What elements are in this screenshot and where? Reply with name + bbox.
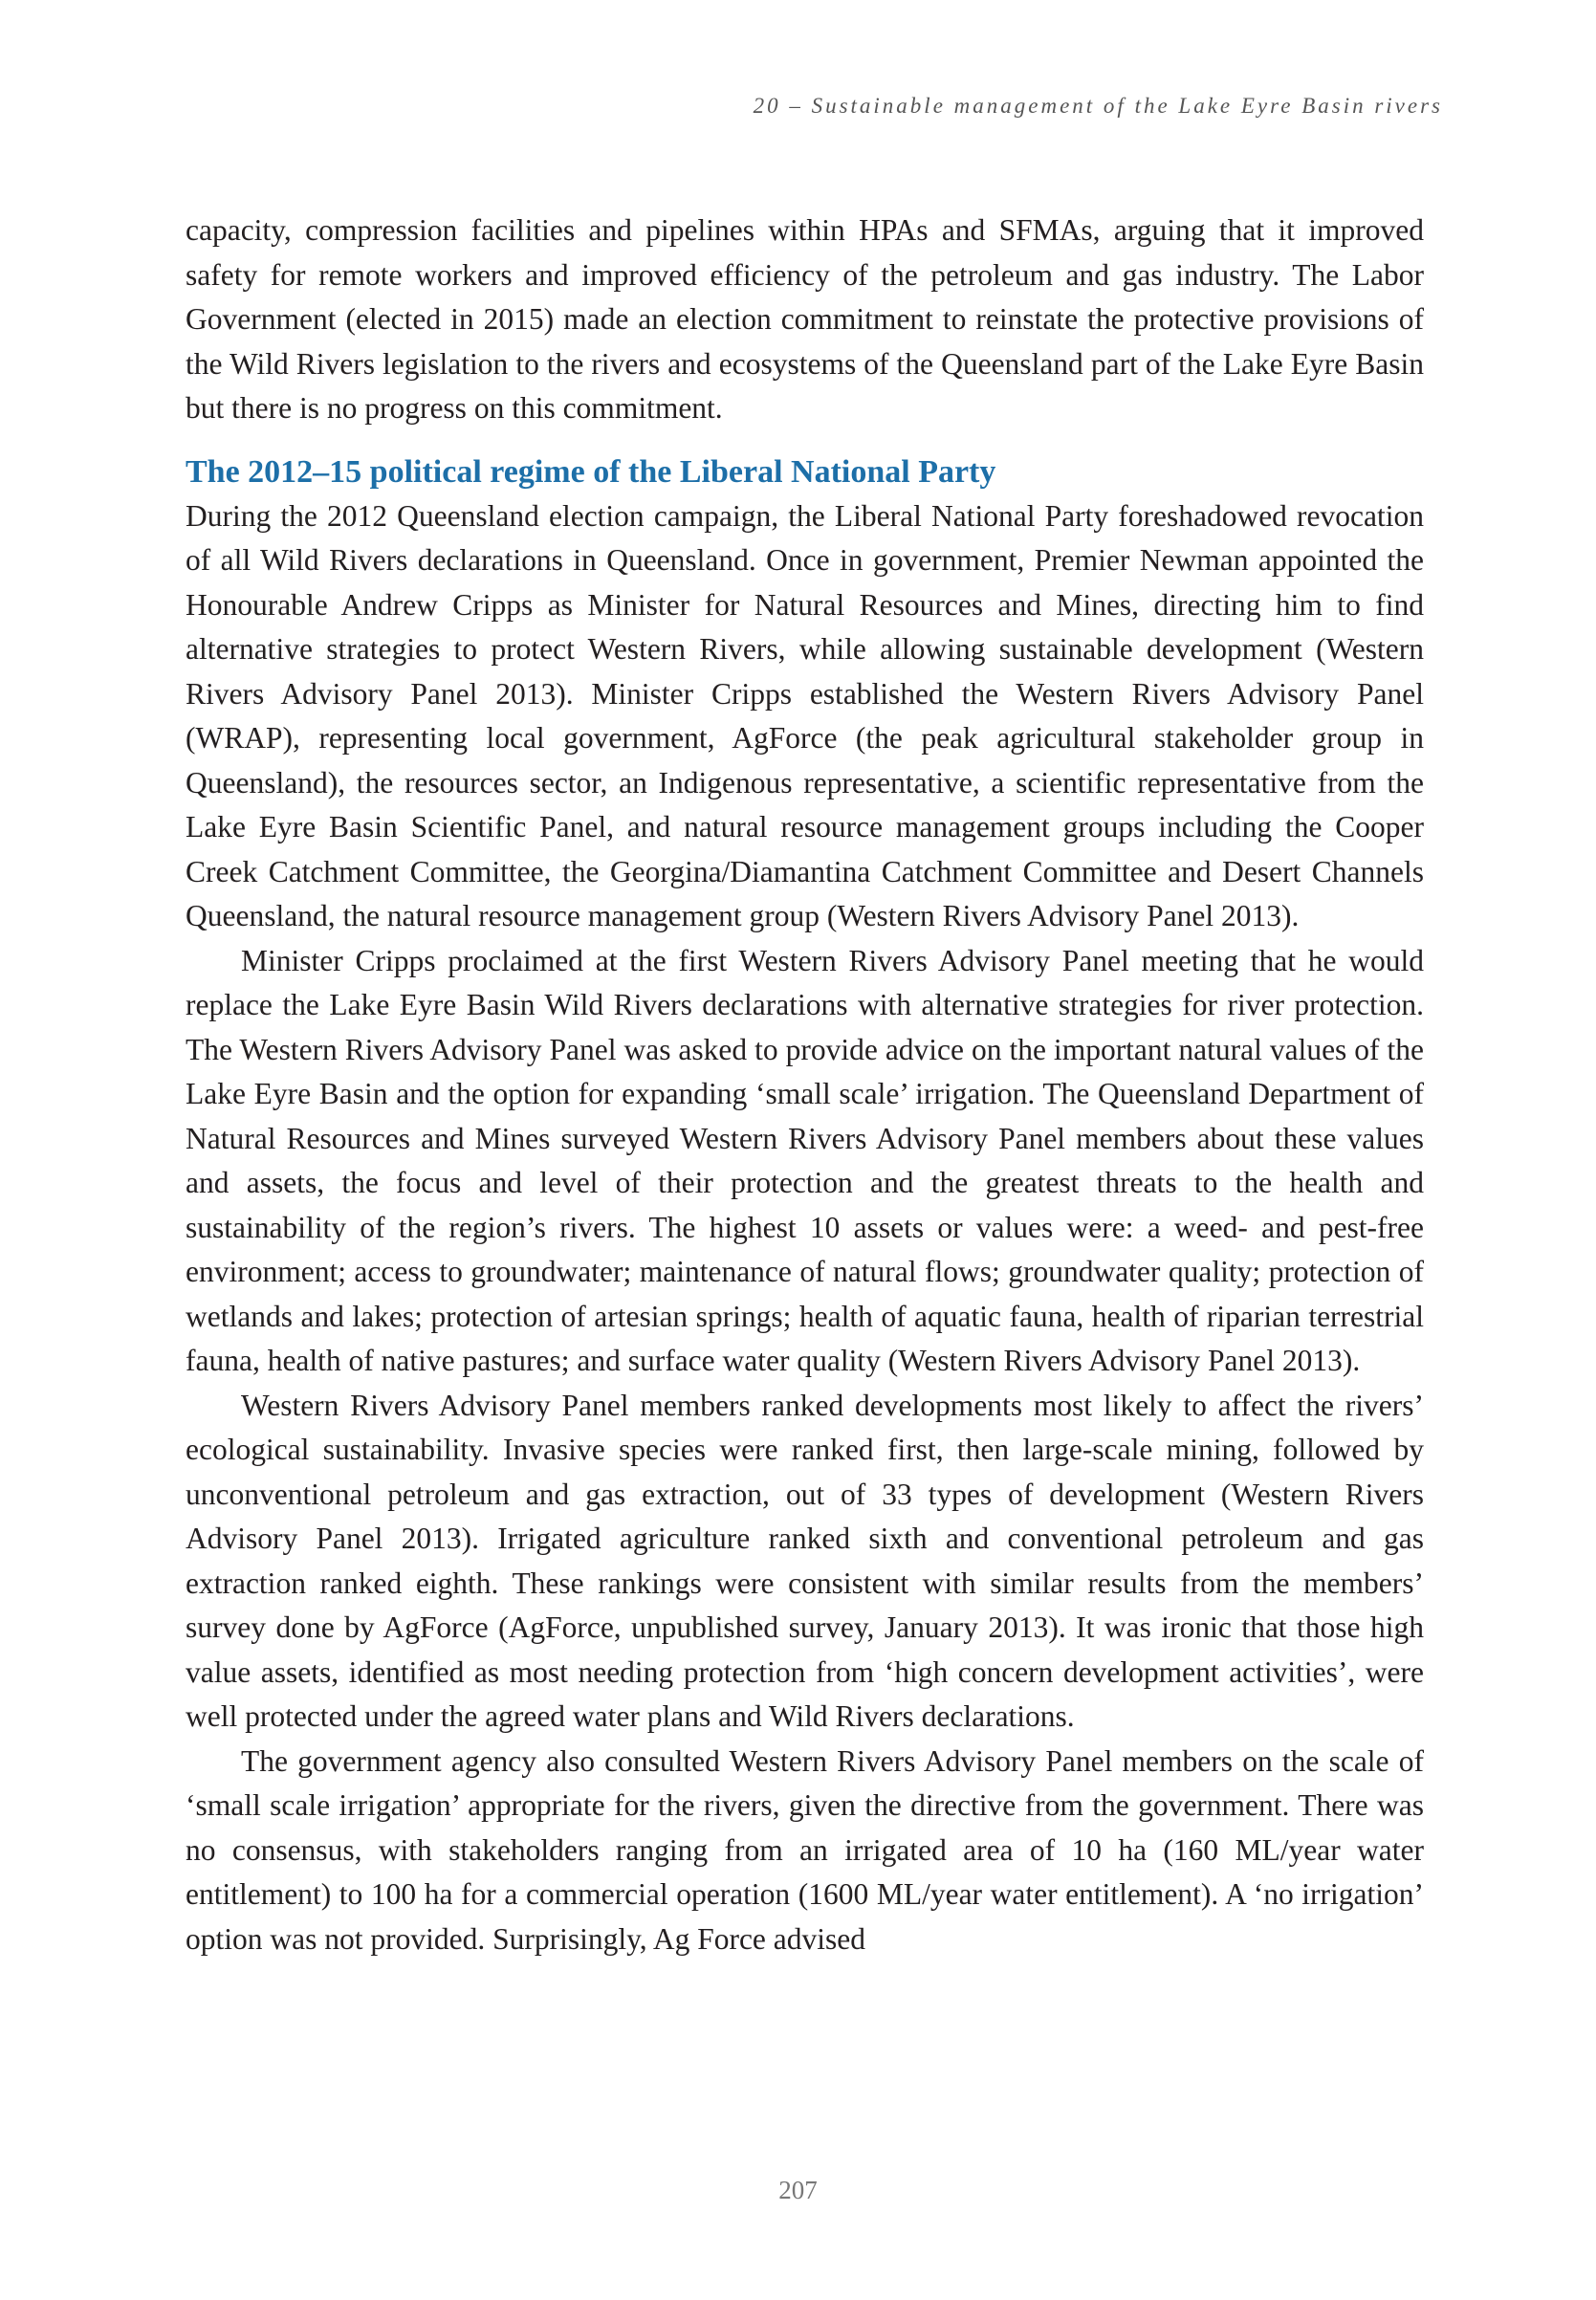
body-text [186,208,1424,1961]
section-heading: The 2012–15 political regime of the Liberal National Party [186,453,996,490]
paragraph: Western Rivers Advisory Panel members ranked developments most likely to affect the rivers’ ecological sustainability. Invasive species were ranked first, then large-scale mining, followed by unconventional petroleum and gas extraction, out of 33 types of development (Western Rivers Advisory Panel 2013). Irrigated agriculture ranked sixth and conventional petroleum and gas extraction ranked eighth. These rankings were consistent with similar results from the members’ survey done by AgForce (AgForce, unpublished survey, January 2013). It was ironic that those high value assets, identified as most needing protection from ‘high concern development activities’, were well protected under the agreed water plans and Wild Rivers declarations. [186,1388,1424,1733]
paragraph: During the 2012 Queensland election campaign, the Liberal National Party foreshadowed revocation of all Wild Rivers declarations in Queensland. Once in government, Premier Newman appointed the Honourable Andrew Cripps as Minister for Natural Resources and Mines, directing him to find alternative strategies to protect Western Rivers, while allowing sustainable development (Western Rivers Advisory Panel 2013). Minister Cripps established the Western Rivers Advisory Panel (WRAP), representing local government, AgForce (the peak agricultural stakeholder group in Queensland), the resources sector, an Indigenous representative, a scientific representative from the Lake Eyre Basin Scientific Panel, and natural resource management groups including the Cooper Creek Catchment Committee, the Georgina/Diamantina Catchment Committee and Desert Channels Queensland, the natural resource management group (Western Rivers Advisory Panel 2013). [186,498,1424,932]
page-number: 207 [778,2176,818,2204]
running-head: 20 – Sustainable management of the Lake Eyre Basin rivers [753,94,1443,118]
paragraph-continued: capacity, compression facilities and pipelines within HPAs and SFMAs, arguing that it improved safety for remote workers and improved efficiency of the petroleum and gas industry. The Labor Government (elected in 2015) made an election commitment to reinstate the protective provisions of the Wild Rivers legislation to the rivers and ecosystems of the Queensland part of the Lake Eyre Basin but there is no progress on this commitment. [186,213,1424,425]
paragraph: Minister Cripps proclaimed at the first Western Rivers Advisory Panel meeting that he would replace the Lake Eyre Basin Wild Rivers declarations with alternative strategies for river protection. The Western Rivers Advisory Panel was asked to provide advice on the important natural values of the Lake Eyre Basin and the option for expanding ‘small scale’ irrigation. The Queensland Department of Natural Resources and Mines surveyed Western Rivers Advisory Panel members about these values and assets, the focus and level of their protection and the greatest threats to the health and sustainability of the region’s rivers. The highest 10 assets or values were: a weed- and pest-free environment; access to groundwater; maintenance of natural flows; groundwater quality; protection of wetlands and lakes; protection of artesian springs; health of aquatic fauna, health of riparian terrestrial fauna, health of native pastures; and surface water quality (Western Rivers Advisory Panel 2013). [186,943,1424,1377]
paragraph: The government agency also consulted Western Rivers Advisory Panel members on the scale of ‘small scale irrigation’ appropriate for the rivers, given the directive from the government. There was no consensus, with stakeholders ranging from an irrigated area of 10 ha (160 ML/year water entitlement) to 100 ha for a commercial operation (1600 ML/year water entitlement). A ‘no irrigation’ option was not provided. Surprisingly, Ag Force advised [186,1743,1424,1956]
